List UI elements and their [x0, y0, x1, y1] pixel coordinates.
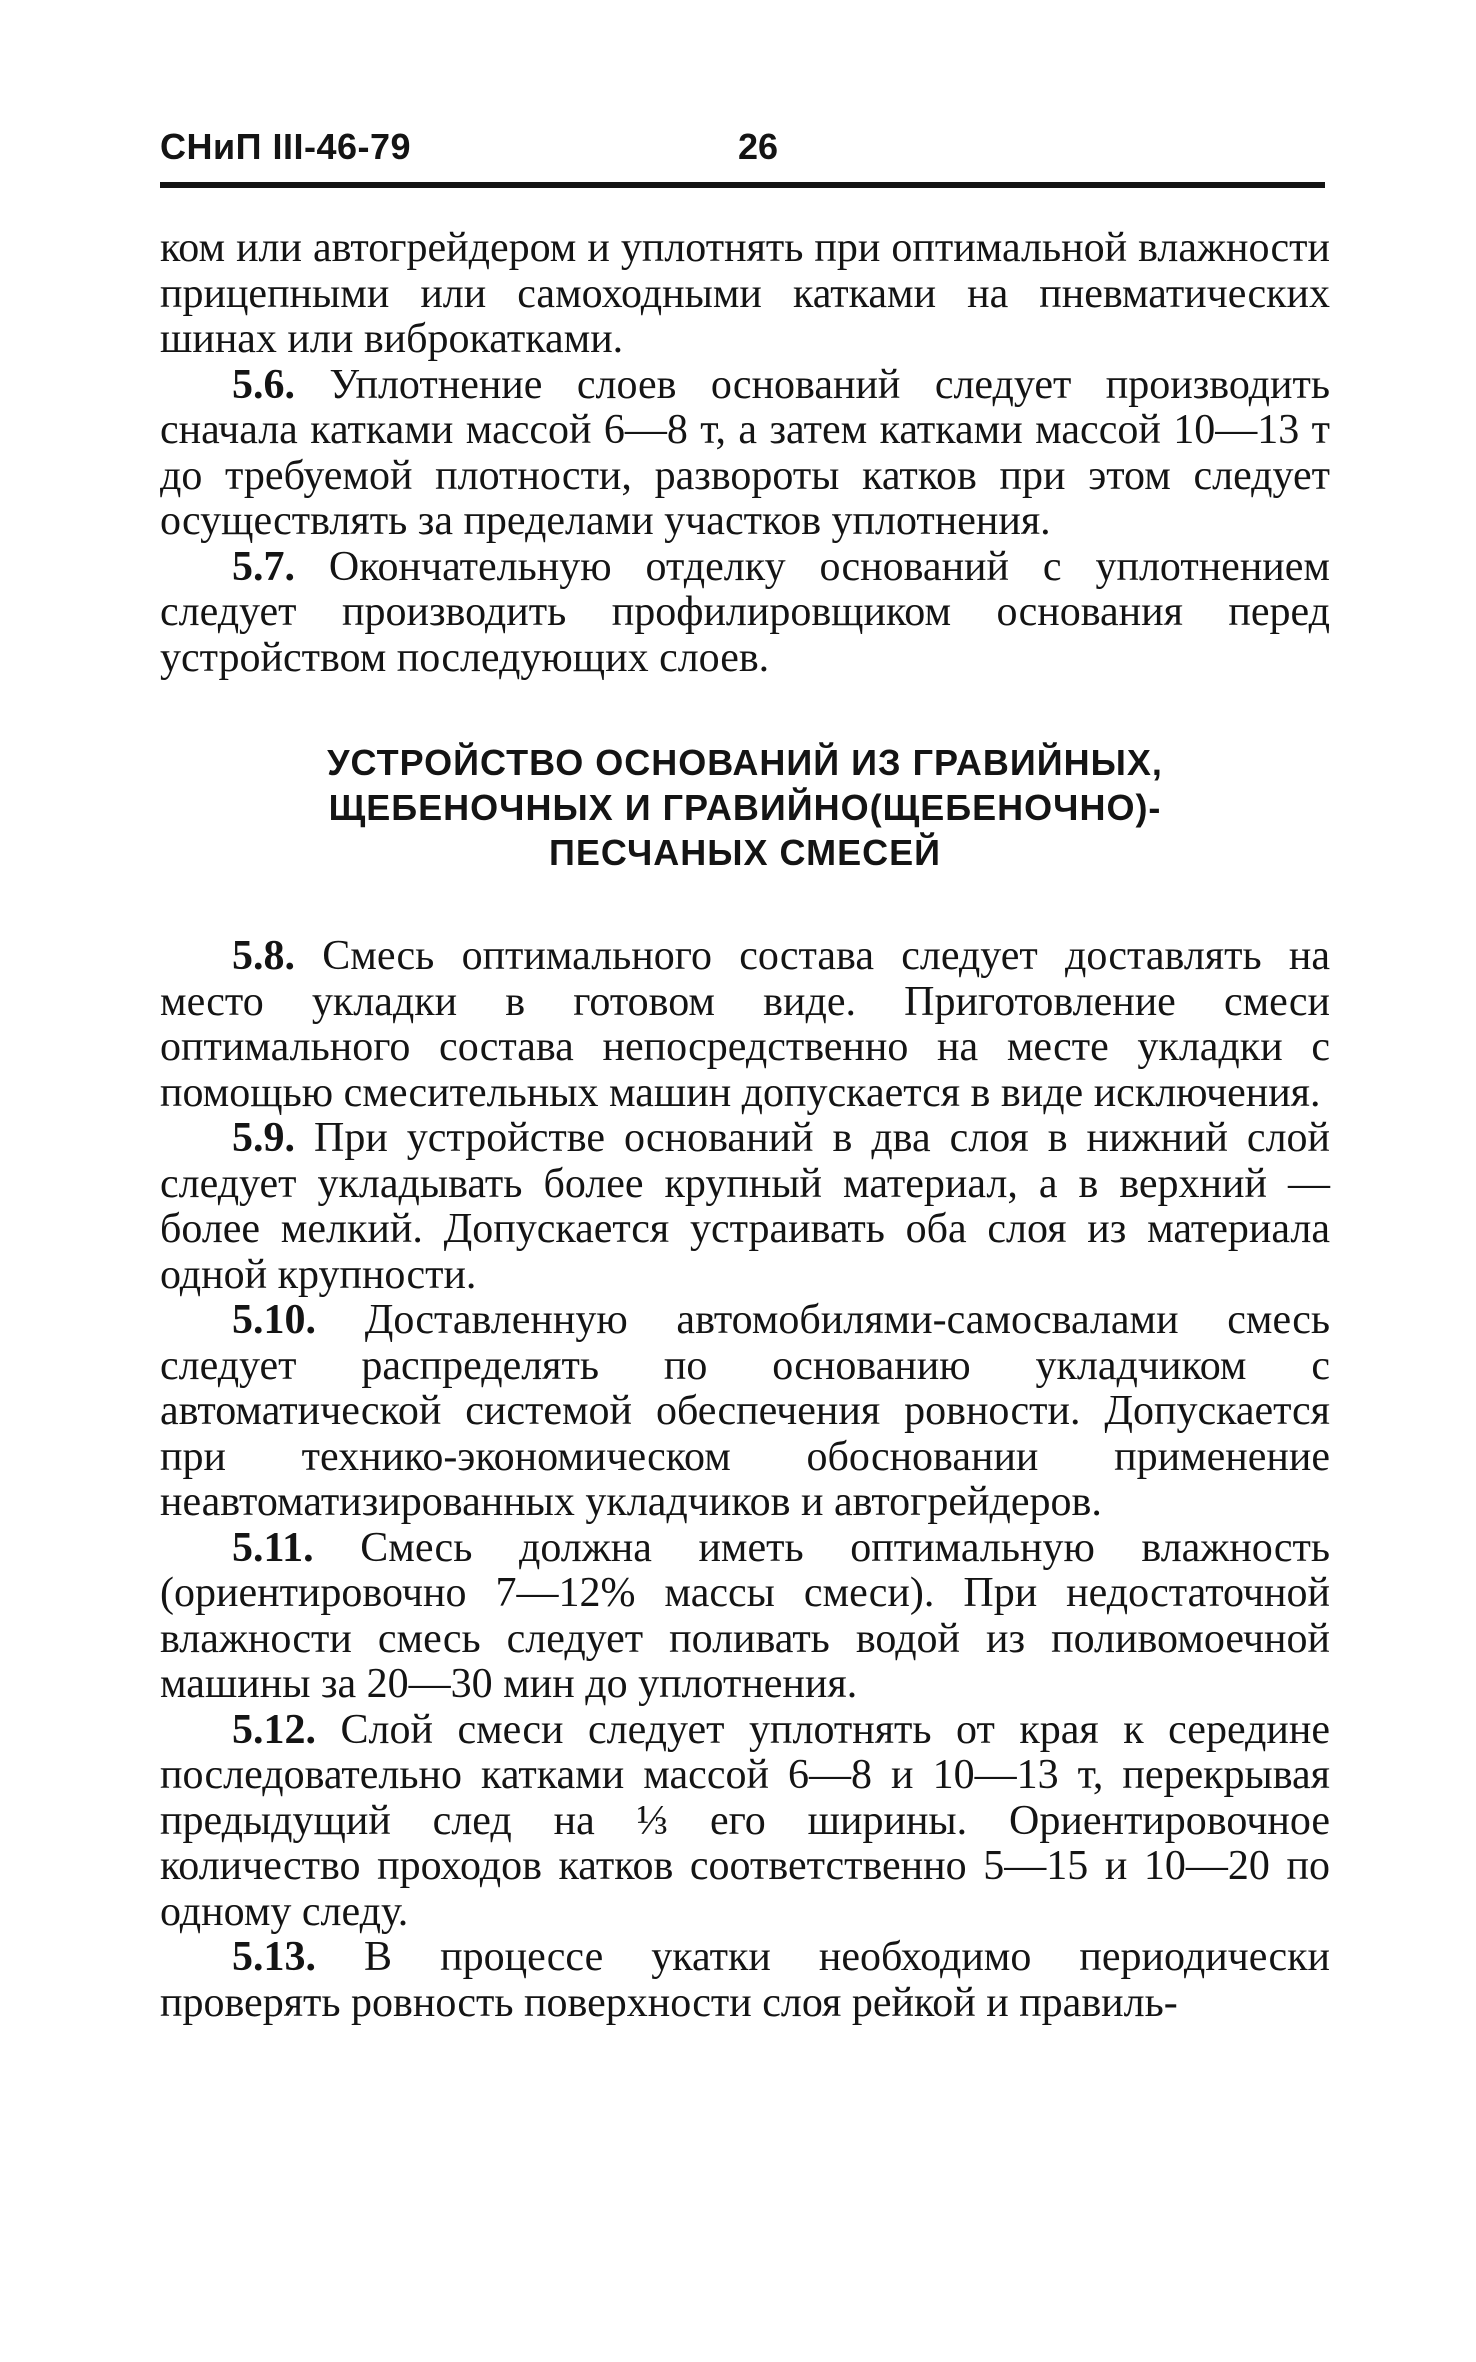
clause-number: 5.11. [232, 1524, 314, 1571]
paragraph-text: Окончательную отделку оснований с уплотнением следует производить профилировщиком основания перед устройством последующих слоев. [160, 543, 1330, 681]
clause-number: 5.13. [232, 1934, 316, 1980]
clause-number: 5.9. [232, 1115, 295, 1161]
section-heading-line: ПЕСЧАНЫХ СМЕСЕЙ [549, 832, 941, 873]
paragraph-5-13 [160, 1935, 1330, 2026]
clause-number: 5.10. [232, 1297, 316, 1343]
clause-number: 5.6. [232, 361, 295, 408]
page-body [160, 226, 1330, 2026]
paragraph-text: При устройстве оснований в два слоя в нижний слой следует укладывать более крупный материал, а в верхний — более мелкий. Допускается устраивать оба слоя из материала одной крупности. [160, 1115, 1330, 1298]
section-heading-line: УСТРОЙСТВО ОСНОВАНИЙ ИЗ ГРАВИЙНЫХ, [327, 742, 1163, 783]
paragraph-text: Уплотнение слоев оснований следует производить сначала катками массой 6—8 т, а затем катками массой 10—13 т до требуемой плотности, развороты катков при этом следует осуществлять за пределами участков уплотнения. [160, 361, 1330, 544]
paragraph-5-8 [160, 934, 1330, 1116]
section-heading [160, 740, 1330, 875]
paragraph-5-9 [160, 1116, 1330, 1298]
document-code: СНиП III-46-79 [160, 126, 412, 167]
clause-number: 5.12. [232, 1706, 316, 1753]
paragraph-5-6 [160, 363, 1330, 545]
paragraph-5-12 [160, 1708, 1330, 1936]
page-number: 26 [738, 126, 779, 167]
clause-number: 5.8. [232, 933, 295, 979]
paragraph-5-11 [160, 1526, 1330, 1708]
paragraph-text: Слой смеси следует уплотнять от края к середине последовательно катками массой 6—8 и 10—13 т, перекрывая предыдущий след на ⅓ его ширины. Ориентировочное количество проходов катков соответственно 5—15 и 10—20 по одному следу. [160, 1706, 1330, 1935]
paragraph-text: Смесь оптимального состава следует доставлять на место укладки в готовом виде. Приготовление смеси оптимального состава непосредственно на месте укладки с помощью смесительных машин допускается в виде исключения. [160, 933, 1330, 1116]
paragraph-text: Доставленную автомобилями-самосвалами смесь следует распределять по основанию укладчиком с автоматической системой обеспечения ровности. Допускается при технико-экономическом обосновании применение неавтоматизированных укладчиков и автогрейдеров. [160, 1297, 1330, 1525]
paragraph-text: ком или автогрейдером и уплотнять при оптимальной влажности прицепными или самоходными катками на пневматических шинах или виброкатками. [160, 225, 1330, 362]
paragraph-text: В процессе укатки необходимо периодически проверять ровность поверхности слоя рейкой и правиль- [160, 1934, 1330, 2026]
section-heading-line: ЩЕБЕНОЧНЫХ И ГРАВИЙНО(ЩЕБЕНОЧНО)- [328, 787, 1162, 828]
paragraph-text: Смесь должна иметь оптимальную влажность (ориентировочно 7—12% массы смеси). При недостаточной влажности смесь следует поливать водой из поливомоечной машины за 20—30 мин до уплотнения. [160, 1524, 1330, 1707]
page-header [160, 124, 1325, 188]
clause-number: 5.7. [232, 543, 295, 590]
paragraph-5-10 [160, 1298, 1330, 1526]
paragraph-5-7 [160, 545, 1330, 682]
paragraph-continuation [160, 226, 1330, 363]
